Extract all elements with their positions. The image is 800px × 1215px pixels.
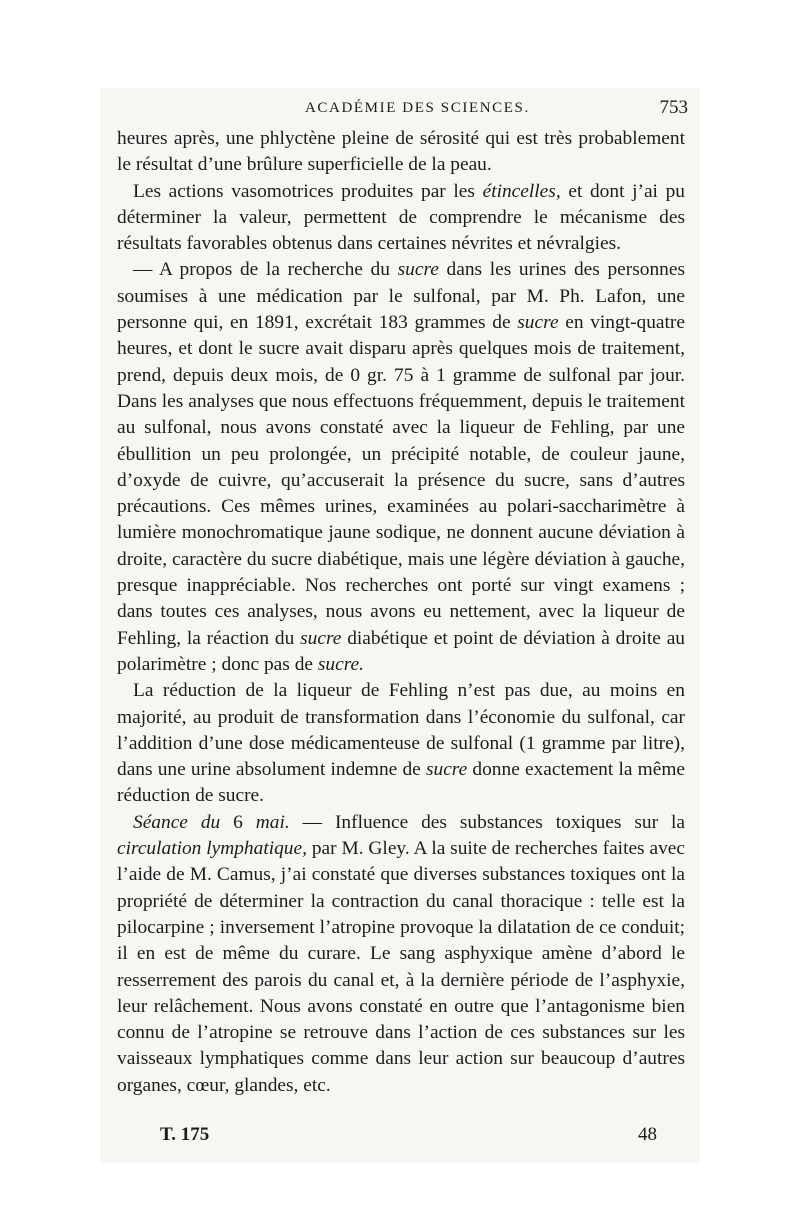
italic-text-run: sucre.: [317, 653, 364, 675]
text-run: dans les urines des personnes soumises à une médication par le sulfonal, par M. Ph. Lafon, une personne qui, en 1891, excrétait 183 grammes de: [117, 259, 685, 334]
page-number: 753: [659, 97, 688, 118]
italic-text-run: mai.: [255, 811, 290, 833]
text-run: en vingt-quatre heures, et dont le sucre avait disparu après quelques mois de traitement, prend, depuis deux mois, de 0 gr. 75 à 1 gramme de sulfonal par jour. Dans les analyses que nous effectuons fréquemment, depuis le traitement au sulfonal, nous avons constaté avec la liqueur de Fehling, par une ébullition un peu prolongée, un précipité notable, de couleur jaune, d’oxyde de cuivre, qu’accuserait la présence du sucre, sans d’autres précautions. Ces mêmes urines, examinées au polari-saccharimètre à lumière monochromatique jaune sodique, ne donnent aucune déviation à droite, caractère du sucre diabétique, mais une légère déviation à gauche, presque inappréciable. Nos recherches ont porté sur vingt examens ; dans toutes ces analyses, nous avons eu nettement, avec la liqueur de Fehling, la réaction du: [117, 312, 685, 649]
page-footer: [160, 1124, 657, 1152]
italic-text-run: étincelles,: [482, 180, 561, 202]
text-run: La réduction de la liqueur de Fehling n’est pas due, au moins en majorité, au produit de transformation dans l’économie du sulfonal, car l’addition d’une dose médicamenteuse de sulfonal (1 gramme par litre), dans une urine absolument indemne de: [117, 680, 685, 781]
signature-mark: 48: [638, 1124, 657, 1145]
page-header: [110, 97, 688, 127]
text-run: et dont j’ai pu déterminer la valeur, permettent de comprendre le mécanisme des résultats favorables obtenus dans certaines névrites et névralgies.: [117, 180, 685, 255]
italic-text-run: sucre: [425, 759, 468, 781]
paragraph: [117, 810, 685, 1099]
text-run: diabétique et point de déviation à droite au polarimètre ; donc pas de: [117, 627, 685, 675]
body-text: [117, 126, 685, 1099]
italic-text-run: circulation lymphatique,: [117, 838, 307, 860]
paragraph: [117, 179, 685, 258]
paragraph: [117, 678, 685, 809]
text-run: par M. Gley. A la suite de recherches faites avec l’aide de M. Camus, j’ai constaté que diverses substances toxiques ont la propriété de déterminer la contraction du canal thoracique : telle est la pilocarpine ; inversement l’atropine provoque la dilatation de ce conduit; il en est de même du curare. Le sang asphyxique amène d’abord le resserrement des parois du canal et, à la dernière période de l’asphyxie, leur relâchement. Nous avons constaté en outre que l’antagonisme bien connu de l’atropine se retrouve dans l’action de ces substances sur les vaisseaux lymphatiques comme dans leur action sur beaucoup d’autres organes, cœur, glandes, etc.: [117, 838, 685, 1096]
italic-text-run: sucre: [397, 259, 439, 281]
running-head: ACADÉMIE DES SCIENCES.: [305, 100, 530, 116]
text-run: donne exactement la même réduction de sucre.: [117, 759, 686, 807]
text-run: 6: [220, 811, 256, 833]
text-run: Les actions vasomotrices produites par les: [133, 180, 483, 202]
italic-text-run: sucre: [300, 627, 342, 649]
volume-number: T. 175: [160, 1124, 210, 1145]
text-run: — A propos de la recherche du: [133, 259, 398, 281]
paragraph: [117, 257, 685, 678]
text-run: — Influence des substances toxiques sur la: [289, 811, 686, 833]
text-run: heures après, une phlyctène pleine de sérosité qui est très probablement le résultat d’une brûlure superficielle de la peau.: [117, 128, 685, 176]
italic-text-run: sucre: [517, 312, 559, 334]
paragraph: [117, 126, 685, 179]
italic-text-run: Séance du: [133, 811, 221, 833]
